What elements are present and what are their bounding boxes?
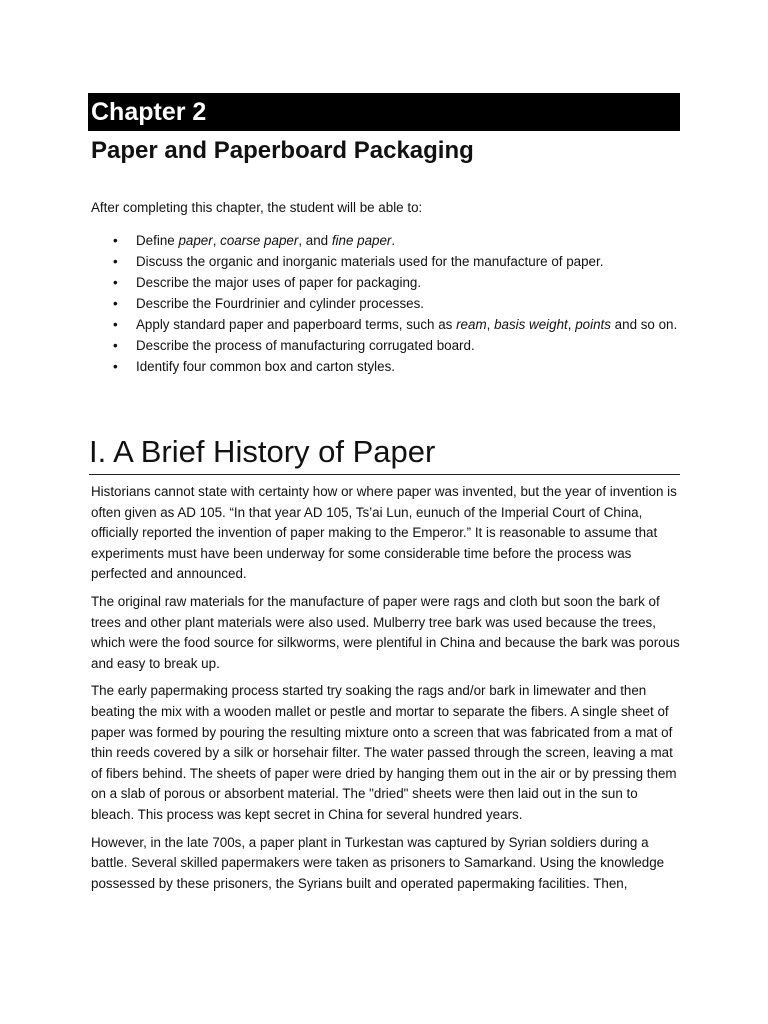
chapter-title: Paper and Paperboard Packaging (91, 137, 474, 164)
paragraph: The early papermaking process started try soaking the rags and/or bark in limewater and then beating the mix with a wooden mallet or pestle and mortar to separate the fibers. A single sheet of paper was formed by pouring the resulting mixture onto a screen that was fabricated from a mat of thin reeds covered by a silk or horsehair filter. The water passed through the screen, leaving a mat of fibers behind. The sheets of paper were dried by hanging them out in the air or by pressing them on a slab of porous or absorbent material. The "dried" sheets were then laid out in the sun to bleach. This process was kept secret in China for several hundred years. (91, 683, 677, 822)
objective-item: • Describe the major uses of paper for packaging. (91, 272, 681, 293)
paragraph: However, in the late 700s, a paper plant in Turkestan was captured by Syrian soldiers during a battle. Several skilled papermakers were taken as prisoners to Samarkand. Using the knowledge possessed by these prisoners, the Syrians built and operated papermaking facilities. Then, (91, 834, 665, 891)
objective-item: • Describe the process of manufacturing corrugated board. (91, 335, 681, 356)
chapter-label: Chapter 2 (88, 93, 680, 131)
objective-item: • Describe the Fourdrinier and cylinder processes. (91, 293, 681, 314)
section-heading: I. A Brief History of Paper (89, 434, 436, 469)
intro-text: After completing this chapter, the student will be able to: (91, 200, 423, 215)
section-divider (89, 474, 680, 475)
objective-item: • Apply standard paper and paperboard terms, such as ream, basis weight, points and so on. (91, 314, 681, 335)
objective-item: • Identify four common box and carton styles. (91, 356, 681, 377)
objectives-list (91, 230, 681, 377)
objective-item: • Define paper, coarse paper, and fine paper. (91, 230, 681, 251)
paragraph: The original raw materials for the manufacture of paper were rags and cloth but soon the bark of trees and other plant materials were also used. Mulberry tree bark was used because the trees, which were the food source for silkworms, were plentiful in China and because the bark was porous and easy to break up. (91, 593, 680, 671)
paragraph: Historians cannot state with certainty how or where paper was invented, but the year of invention is often given as AD 105. “In that year AD 105, Ts’ai Lun, eunuch of the Imperial Court of China, officially reported the invention of paper making to the Emperor.” It is reasonable to assume that experiments must have been underway for some considerable time before the process was perfected and announced. (91, 484, 677, 582)
section-body (91, 482, 681, 901)
objective-item: • Discuss the organic and inorganic materials used for the manufacture of paper. (91, 251, 681, 272)
